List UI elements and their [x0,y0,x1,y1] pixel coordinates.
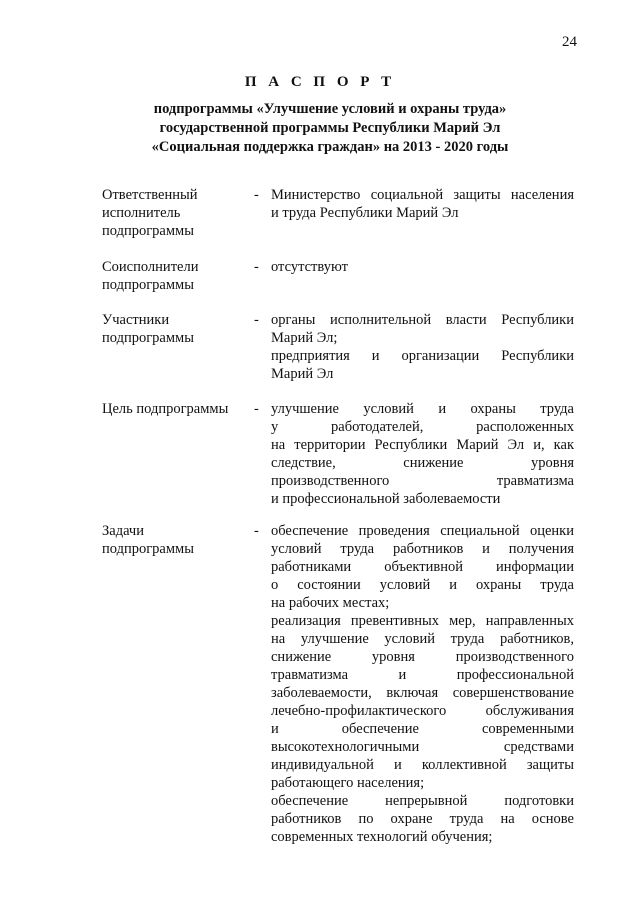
row-value [271,311,574,383]
row-label [102,400,252,418]
row-separator: - [254,259,259,275]
row-label-line: подпрограммы [102,330,194,346]
row-label-line: подпрограммы [102,277,194,293]
row-value-line: травматизма и профессиональной [271,667,574,683]
row-label [102,311,252,347]
subtitle-line: «Социальная поддержка граждан» на 2013 - 2020 годы [151,139,509,155]
row-value [271,258,574,276]
row-label-line: подпрограммы [102,541,194,557]
row-value-line: предприятия и организации Республики [271,348,574,364]
row-value-line: органы исполнительной власти Республики [271,312,574,328]
row-label-line: Соисполнители [102,259,199,275]
document-subtitle [120,100,540,157]
row-value-line: заболеваемости, включая совершенствование [271,685,574,701]
row-value-line: обеспечение непрерывной подготовки [271,793,574,809]
row-value-line: улучшение условий и охраны труда [271,401,574,417]
row-value [271,400,574,508]
row-label [102,186,252,240]
row-label-line: подпрограммы [102,223,194,239]
row-value-line: обеспечение проведения специальной оценки [271,523,574,539]
row-label-line: Участники [102,312,170,328]
row-label-line: исполнитель [102,205,181,221]
row-value-line: Марий Эл; [271,330,338,346]
row-label-line: Ответственный [102,187,198,203]
row-value-line: и обеспечение современными [271,721,574,737]
page-number: 24 [562,34,577,50]
row-value-line: современных технологий обучения; [271,829,493,845]
row-label [102,258,252,294]
row-value-line: работающего населения; [271,775,425,791]
row-label-line: Задачи [102,523,144,539]
row-value-line: условий труда работников и получения [271,541,574,557]
row-value-line: реализация превентивных мер, направленных [271,613,574,629]
row-value-line: работниками объективной информации [271,559,574,575]
row-separator: - [254,523,259,539]
row-value-line: у работодателей, расположенных [271,419,574,435]
row-value-line: на рабочих местах; [271,595,390,611]
row-separator: - [254,312,259,328]
row-value-line: лечебно-профилактического обслуживания [271,703,574,719]
row-value [271,186,574,222]
row-label [102,522,252,558]
row-separator: - [254,187,259,203]
row-value-line: высокотехнологичными средствами [271,739,574,755]
row-value-line: о состоянии условий и охраны труда [271,577,574,593]
row-label-line: Цель подпрограммы [102,401,229,417]
row-value-line: Министерство социальной защиты населения [271,187,574,203]
row-value-line: на улучшение условий труда работников, [271,631,574,647]
document-title: П А С П О Р Т [244,74,396,90]
subtitle-line: подпрограммы «Улучшение условий и охраны труда» [153,101,507,117]
row-value-line: снижение уровня производственного [271,649,574,665]
row-value-line: отсутствуют [271,259,348,275]
subtitle-line: государственной программы Республики Марий Эл [159,120,501,136]
row-separator: - [254,401,259,417]
row-value [271,522,574,846]
row-value-line: и труда Республики Марий Эл [271,205,459,221]
row-value-line: Марий Эл [271,366,334,382]
row-value-line: и профессиональной заболеваемости [271,491,501,507]
row-value-line: на территории Республики Марий Эл и, как [271,437,574,453]
row-value-line: производственного травматизма [271,473,574,489]
row-value-line: работников по охране труда на основе [271,811,574,827]
row-value-line: следствие, снижение уровня [271,455,574,471]
row-value-line: индивидуальной и коллективной защиты [271,757,574,773]
